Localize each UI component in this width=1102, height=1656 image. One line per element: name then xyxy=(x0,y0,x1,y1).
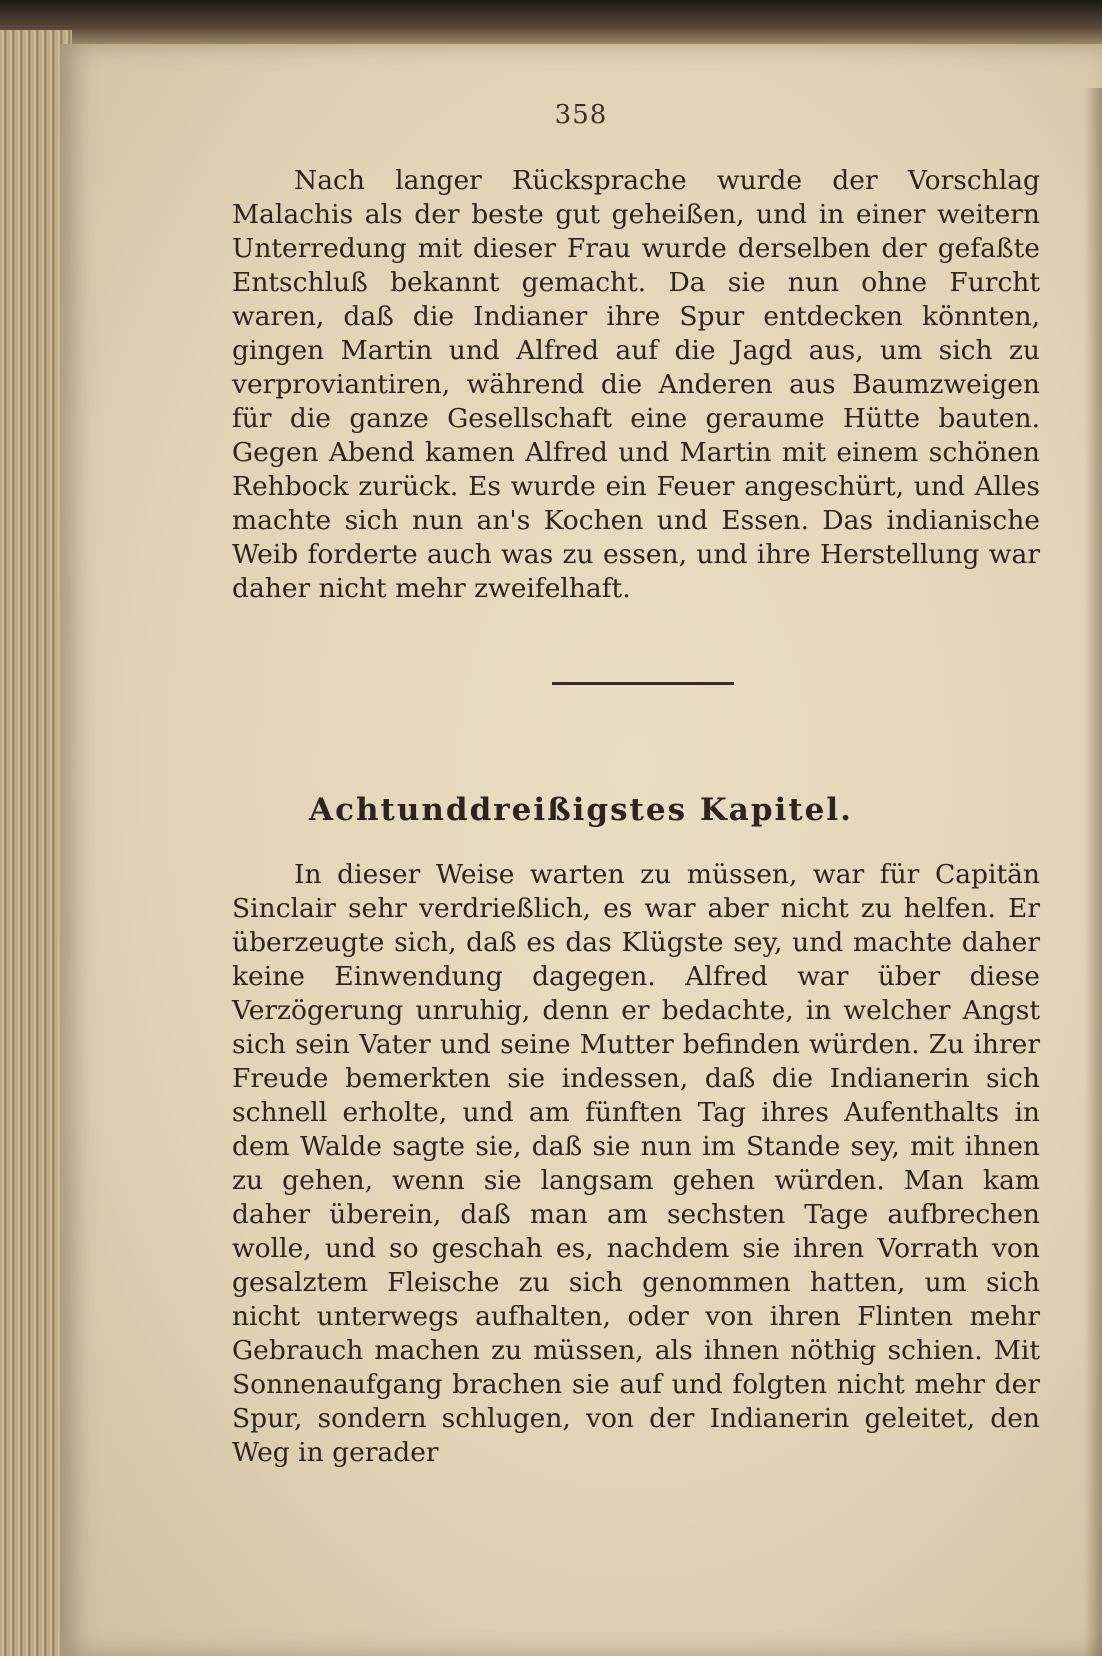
bottom-text-block xyxy=(232,858,1040,1470)
page-number: 358 xyxy=(554,100,608,130)
page-right-shadow xyxy=(1084,88,1102,1656)
paragraph: In dieser Weise warten zu müssen, war für Capitän Sinclair sehr verdrießlich, es war aber nicht zu helfen. Er überzeugte sich, daß es das Klügste sey, und machte daher keine Einwendung dagegen. Alfred war über diese Verzögerung unruhig, denn er bedachte, in welcher Angst sich sein Vater und seine Mutter befinden würden. Zu ihrer Freude bemerkten sie indessen, daß die Indianerin sich schnell erholte, und am fünften Tag ihres Aufenthalts in dem Walde sagte sie, daß sie nun im Stande sey, mit ihnen zu gehen, wenn sie langsam gehen würden. Man kam daher überein, daß man am sechsten Tage aufbrechen wolle, und so geschah es, nachdem sie ihren Vorrath von gesalztem Fleische zu sich genommen hatten, um sich nicht unterwegs aufhalten, oder von ihren Flinten mehr Gebrauch machen zu müssen, als ihnen nöthig schien. Mit Sonnenaufgang brachen sie auf und folgten nicht mehr der Spur, sondern schlugen, von der Indianerin geleitet, den Weg in gerader xyxy=(232,859,1040,1468)
paragraph: Nach langer Rücksprache wurde der Vorschlag Malachis als der beste gut geheißen, und in einer weitern Unterredung mit dieser Frau wurde derselben der gefaßte Entschluß bekannt gemacht. Da sie nun ohne Furcht waren, daß die Indianer ihre Spur entdecken könnten, gingen Martin und Alfred auf die Jagd aus, um sich zu verproviantiren, während die Anderen aus Baumzweigen für die ganze Gesellschaft eine geraume Hütte bauten. Gegen Abend kamen Alfred und Martin mit einem schönen Rehbock zurück. Es wurde ein Feuer angeschürt, und Alles machte sich nun an's Kochen und Essen. Das indianische Weib forderte auch was zu essen, und ihre Herstellung war daher nicht mehr zweifelhaft. xyxy=(232,165,1040,604)
book-page xyxy=(60,44,1102,1656)
section-divider xyxy=(552,682,734,685)
chapter-heading: Achtunddreißigstes Kapitel. xyxy=(309,792,853,828)
top-text-block xyxy=(232,164,1040,606)
book-top-edge xyxy=(0,0,1102,46)
